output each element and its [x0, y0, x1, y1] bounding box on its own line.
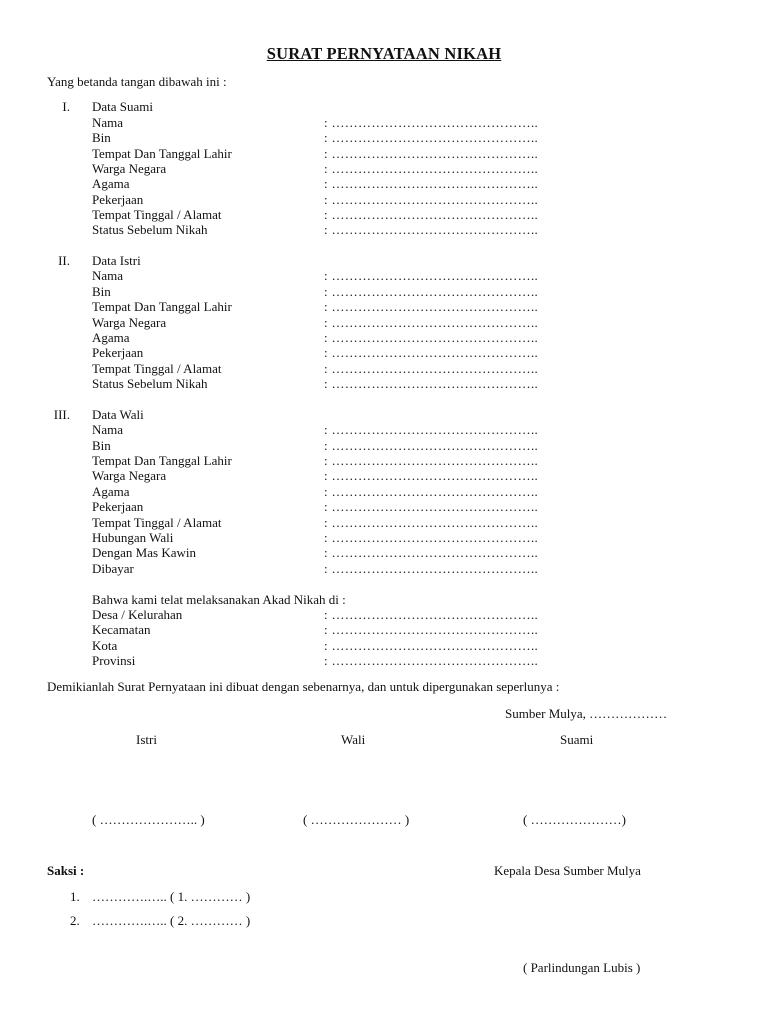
field-blank: : ……………………………………….. — [324, 207, 539, 222]
field-label: Tempat Dan Tanggal Lahir — [92, 453, 232, 468]
field-label: Pekerjaan — [92, 192, 144, 207]
field-label: Bin — [92, 438, 111, 453]
field-label: Provinsi — [92, 653, 136, 668]
field-label: Kecamatan — [92, 622, 151, 637]
form-row — [0, 146, 768, 161]
field-blank: : ……………………………………….. — [324, 545, 539, 560]
signature-line-suami: ( …………………) — [523, 812, 626, 827]
form-row — [0, 299, 768, 314]
form-row — [0, 161, 768, 176]
field-blank: : ……………………………………….. — [324, 345, 539, 360]
form-row — [0, 222, 768, 237]
form-row — [0, 330, 768, 345]
form-row — [0, 422, 768, 437]
section-heading-suami: Data Suami — [92, 99, 154, 114]
form-row — [0, 607, 768, 622]
form-row — [0, 653, 768, 668]
field-label: Warga Negara — [92, 161, 167, 176]
form-row — [0, 345, 768, 360]
form-row — [0, 468, 768, 483]
witness-blank: ………….….. ( 1. ………… ) — [92, 889, 251, 904]
witness-blank: ………….….. ( 2. ………… ) — [92, 913, 251, 928]
section-numeral: III. — [53, 407, 70, 422]
form-row — [0, 176, 768, 191]
form-row — [0, 622, 768, 637]
field-blank: : ……………………………………….. — [324, 176, 539, 191]
field-blank: : ……………………………………….. — [324, 222, 539, 237]
field-blank: : ……………………………………….. — [324, 530, 539, 545]
field-blank: : ……………………………………….. — [324, 161, 539, 176]
field-label: Dengan Mas Kawin — [92, 545, 196, 560]
field-blank: : ……………………………………….. — [324, 422, 539, 437]
field-blank: : ……………………………………….. — [324, 484, 539, 499]
section-numeral: II. — [58, 253, 70, 268]
field-label: Dibayar — [92, 561, 134, 576]
field-blank: : ……………………………………….. — [324, 468, 539, 483]
field-label: Desa / Kelurahan — [92, 607, 183, 622]
field-label: Pekerjaan — [92, 499, 144, 514]
field-blank: : ……………………………………….. — [324, 561, 539, 576]
form-row — [0, 268, 768, 283]
field-label: Nama — [92, 268, 124, 283]
signature-line-wali: ( ………………… ) — [303, 812, 410, 827]
form-row — [0, 284, 768, 299]
field-label: Tempat Tinggal / Alamat — [92, 207, 222, 222]
field-blank: : ……………………………………….. — [324, 453, 539, 468]
field-label: Warga Negara — [92, 468, 167, 483]
field-blank: : ……………………………………….. — [324, 299, 539, 314]
form-row — [0, 192, 768, 207]
field-blank: : ……………………………………….. — [324, 638, 539, 653]
field-blank: : ……………………………………….. — [324, 284, 539, 299]
field-blank: : ……………………………………….. — [324, 268, 539, 283]
witness-number: 1. — [70, 889, 80, 904]
form-row — [0, 207, 768, 222]
field-label: Warga Negara — [92, 315, 167, 330]
form-row — [0, 115, 768, 130]
form-row — [0, 484, 768, 499]
field-blank: : ……………………………………….. — [324, 376, 539, 391]
signatory-role-istri: Istri — [136, 732, 157, 747]
field-blank: : ……………………………………….. — [324, 622, 539, 637]
form-row — [0, 515, 768, 530]
signature-line-istri: ( ………………….. ) — [92, 812, 205, 827]
village-head-name: ( Parlindungan Lubis ) — [523, 960, 641, 975]
field-blank: : ……………………………………….. — [324, 361, 539, 376]
place-date: Sumber Mulya, ……………… — [505, 706, 668, 721]
field-label: Agama — [92, 330, 130, 345]
field-blank: : ……………………………………….. — [324, 330, 539, 345]
field-label: Tempat Tinggal / Alamat — [92, 515, 222, 530]
field-label: Tempat Dan Tanggal Lahir — [92, 299, 232, 314]
form-row — [0, 638, 768, 653]
form-row — [0, 361, 768, 376]
field-blank: : ……………………………………….. — [324, 438, 539, 453]
form-row — [0, 130, 768, 145]
field-blank: : ……………………………………….. — [324, 499, 539, 514]
field-label: Nama — [92, 115, 124, 130]
field-label: Kota — [92, 638, 118, 653]
form-row — [0, 499, 768, 514]
form-row — [0, 545, 768, 560]
field-blank: : ……………………………………….. — [324, 192, 539, 207]
field-blank: : ……………………………………….. — [324, 607, 539, 622]
closing-statement: Demikianlah Surat Pernyataan ini dibuat dengan sebenarnya, dan untuk dipergunakan seperlunya : — [47, 679, 560, 694]
form-row — [0, 376, 768, 391]
field-label: Status Sebelum Nikah — [92, 222, 208, 237]
field-blank: : ……………………………………….. — [324, 653, 539, 668]
form-row — [0, 561, 768, 576]
witness-row — [0, 889, 768, 904]
field-label: Tempat Dan Tanggal Lahir — [92, 146, 232, 161]
witness-row — [0, 913, 768, 928]
signatory-role-suami: Suami — [560, 732, 594, 747]
field-label: Tempat Tinggal / Alamat — [92, 361, 222, 376]
field-label: Agama — [92, 176, 130, 191]
field-blank: : ……………………………………….. — [324, 315, 539, 330]
document-title: SURAT PERNYATAAN NIKAH — [266, 44, 502, 63]
field-label: Bin — [92, 284, 111, 299]
section-heading-wali: Data Wali — [92, 407, 144, 422]
signatory-role-wali: Wali — [341, 732, 366, 747]
form-row — [0, 530, 768, 545]
field-label: Bin — [92, 130, 111, 145]
form-row — [0, 438, 768, 453]
form-row — [0, 453, 768, 468]
field-label: Agama — [92, 484, 130, 499]
field-label: Pekerjaan — [92, 345, 144, 360]
form-row — [0, 315, 768, 330]
intro-text: Yang betanda tangan dibawah ini : — [47, 74, 227, 89]
witness-number: 2. — [70, 913, 80, 928]
section-heading-istri: Data Istri — [92, 253, 141, 268]
section-numeral: I. — [62, 99, 70, 114]
field-blank: : ……………………………………….. — [324, 115, 539, 130]
field-blank: : ……………………………………….. — [324, 146, 539, 161]
village-head-title: Kepala Desa Sumber Mulya — [494, 863, 641, 878]
field-label: Nama — [92, 422, 124, 437]
field-blank: : ……………………………………….. — [324, 130, 539, 145]
akad-intro-text: Bahwa kami telat melaksanakan Akad Nikah di : — [92, 592, 346, 607]
witness-heading: Saksi : — [47, 863, 85, 878]
field-blank: : ……………………………………….. — [324, 515, 539, 530]
field-label: Status Sebelum Nikah — [92, 376, 208, 391]
field-label: Hubungan Wali — [92, 530, 174, 545]
